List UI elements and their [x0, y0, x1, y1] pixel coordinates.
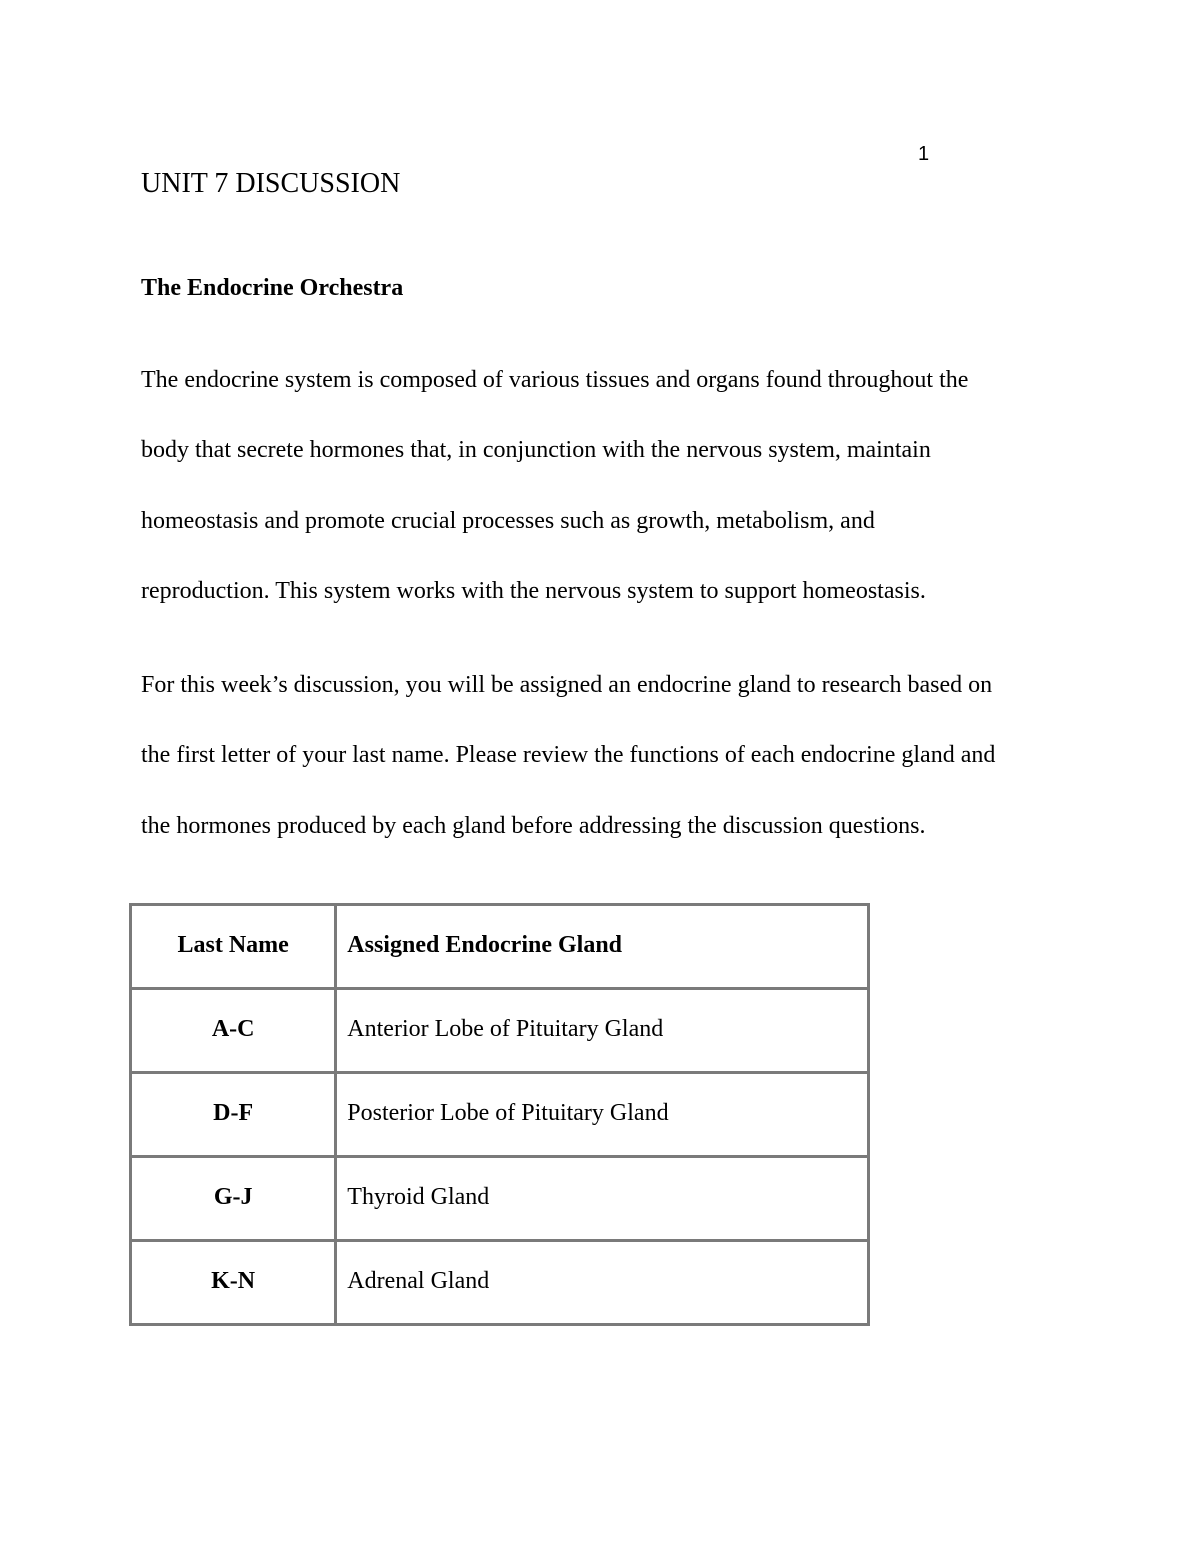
header-assigned-gland: Assigned Endocrine Gland	[336, 905, 869, 989]
assigned-gland: Adrenal Gland	[336, 1241, 869, 1325]
instructions-paragraph	[141, 650, 1071, 861]
paragraph-line: homeostasis and promote crucial processes such as growth, metabolism, and	[141, 507, 875, 534]
last-name-range: G-J	[131, 1157, 336, 1241]
table-row	[131, 1157, 869, 1241]
assigned-gland: Posterior Lobe of Pituitary Gland	[336, 1073, 869, 1157]
section-heading: The Endocrine Orchestra	[141, 275, 404, 301]
last-name-range: A-C	[131, 989, 336, 1073]
paragraph-line: The endocrine system is composed of various tissues and organs found throughout the	[141, 367, 969, 393]
header-last-name: Last Name	[131, 905, 336, 989]
assigned-gland: Anterior Lobe of Pituitary Gland	[336, 989, 869, 1073]
gland-assignment-table	[129, 903, 870, 1326]
page-number: 1	[918, 143, 930, 165]
assigned-gland: Thyroid Gland	[336, 1157, 869, 1241]
paragraph-line: the first letter of your last name. Please review the functions of each endocrine gland and	[141, 742, 996, 769]
paragraph-line: the hormones produced by each gland before addressing the discussion questions.	[141, 812, 926, 839]
table-row	[131, 1073, 869, 1157]
document-title: UNIT 7 DISCUSSION	[141, 168, 401, 199]
table-header-row	[131, 905, 869, 989]
paragraph-line: For this week’s discussion, you will be assigned an endocrine gland to research based on	[141, 672, 993, 698]
last-name-range: D-F	[131, 1073, 336, 1157]
intro-paragraph	[141, 345, 1071, 626]
paragraph-line: body that secrete hormones that, in conjunction with the nervous system, maintain	[141, 437, 931, 464]
paragraph-line: reproduction. This system works with the nervous system to support homeostasis.	[141, 577, 926, 604]
last-name-range: K-N	[131, 1241, 336, 1325]
table-row	[131, 989, 869, 1073]
table-row	[131, 1241, 869, 1325]
